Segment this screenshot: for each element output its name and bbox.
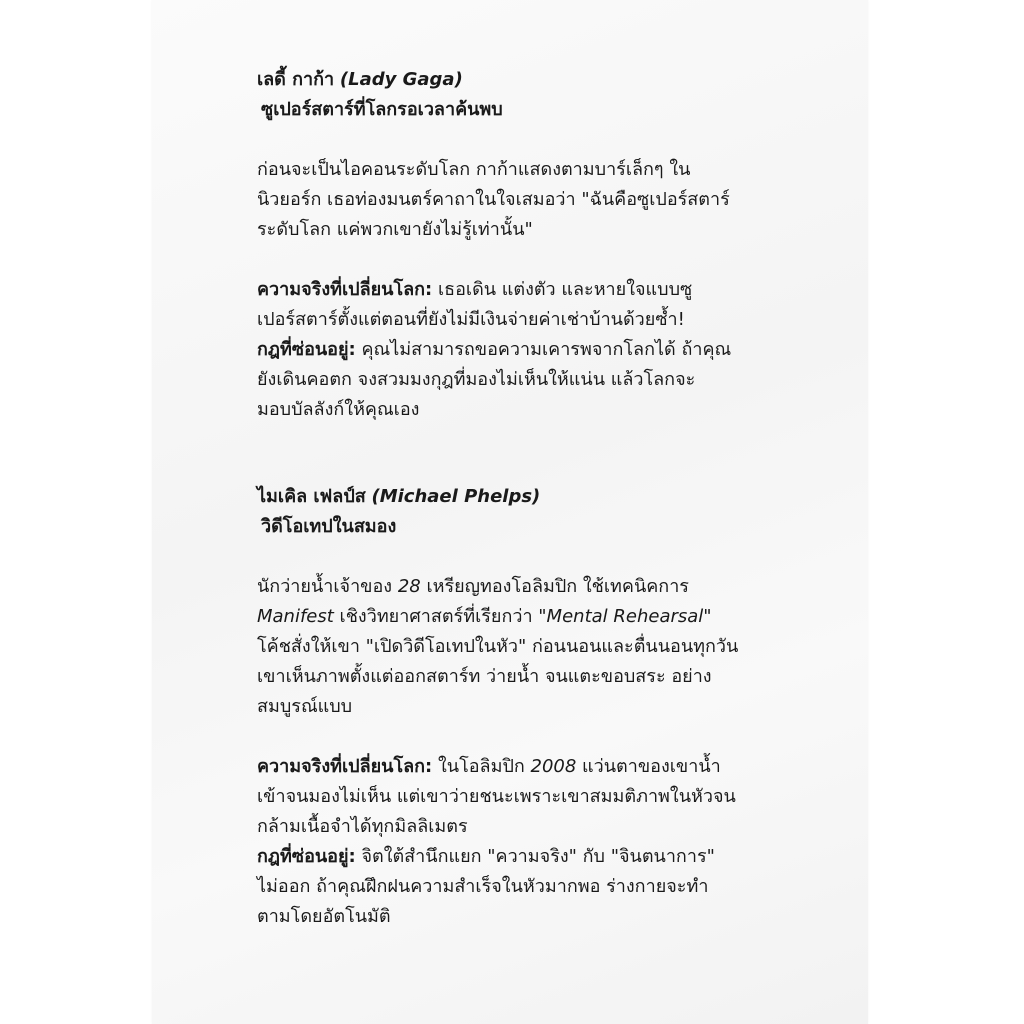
title-english: (Michael Phelps): [371, 486, 541, 507]
truth-text: กล้ามเนื้อจำได้ทุกมิลลิเมตร: [257, 816, 468, 837]
truth-text: เข้าจนมองไม่เห็น แต่เขาว่ายชนะเพราะเขาสมมติภาพในหัวจน: [257, 786, 736, 807]
number: 28: [397, 576, 421, 597]
rule-text: มอบบัลลังก์ให้คุณเอง: [257, 399, 420, 420]
truth-line: [257, 275, 797, 305]
rule-text: ไม่ออก ถ้าคุณฝึกฝนความสำเร็จในหัวมากพอ ร่างกายจะทำ: [257, 876, 709, 897]
rule-line: [257, 335, 797, 365]
paragraph-line: นิวยอร์ก เธอท่องมนตร์คาถาในใจเสมอว่า "ฉันคือซูเปอร์สตาร์: [257, 189, 730, 210]
rule-text: จิตใต้สำนึกแยก "ความจริง" กับ "จินตนาการ": [355, 846, 715, 867]
paragraph-line: ระดับโลก แค่พวกเขายังไม่รู้เท่านั้น": [257, 219, 533, 240]
truth-text: แว่นตาของเขาน้ำ: [576, 756, 721, 777]
term: "Mental Rehearsal": [538, 606, 712, 627]
paragraph-line: โค้ชสั่งให้เขา "เปิดวิดีโอเทปในหัว" ก่อนนอนและตื่นนอนทุกวัน: [257, 636, 739, 657]
paragraph-line: [257, 602, 797, 632]
section-subtitle: วิดีโอเทปในสมอง: [261, 516, 397, 537]
rule-label: กฎที่ซ่อนอยู่:: [257, 339, 356, 360]
year: 2008: [530, 756, 577, 777]
section-title: [257, 482, 797, 512]
section-subtitle: ซูเปอร์สตาร์ที่โลกรอเวลาค้นพบ: [261, 99, 503, 120]
text: นักว่ายน้ำเจ้าของ: [257, 576, 398, 597]
term: Manifest: [257, 606, 334, 627]
rule-text: ยังเดินคอตก จงสวมมงกุฎที่มองไม่เห็นให้แน่น แล้วโลกจะ: [257, 369, 696, 390]
section-title: [257, 65, 797, 95]
title-thai: เลดี้ กาก้า: [257, 69, 335, 90]
truth-label: ความจริงที่เปลี่ยนโลก:: [257, 756, 433, 777]
title-thai: ไมเคิล เฟลป์ส: [257, 486, 366, 507]
truth-label: ความจริงที่เปลี่ยนโลก:: [257, 279, 433, 300]
truth-line: [257, 752, 797, 782]
text: เหรียญทองโอลิมปิก ใช้เทคนิคการ: [420, 576, 689, 597]
title-english: (Lady Gaga): [339, 69, 463, 90]
rule-text: คุณไม่สามารถขอความเคารพจากโลกได้ ถ้าคุณ: [355, 339, 732, 360]
text: เชิงวิทยาศาสตร์ที่เรียกว่า: [333, 606, 539, 627]
truth-text: ในโอลิมปิก: [432, 756, 531, 777]
paragraph-line: เขาเห็นภาพตั้งแต่ออกสตาร์ท ว่ายน้ำ จนแตะขอบสระ อย่าง: [257, 666, 712, 687]
rule-line: [257, 842, 797, 872]
rule-text: ตามโดยอัตโนมัติ: [257, 906, 391, 927]
paragraph-line: ก่อนจะเป็นไอคอนระดับโลก กาก้าแสดงตามบาร์เล็กๆ ใน: [257, 159, 691, 180]
truth-text: เธอเดิน แต่งตัว และหายใจแบบซู: [432, 279, 693, 300]
truth-text: เปอร์สตาร์ตั้งแต่ตอนที่ยังไม่มีเงินจ่ายค่าเช่าบ้านด้วยซ้ำ!: [257, 309, 685, 330]
paragraph-line: [257, 572, 797, 602]
section-lady-gaga: [257, 65, 797, 425]
paragraph-line: สมบูรณ์แบบ: [257, 696, 353, 717]
rule-label: กฎที่ซ่อนอยู่:: [257, 846, 356, 867]
section-michael-phelps: [257, 482, 797, 932]
